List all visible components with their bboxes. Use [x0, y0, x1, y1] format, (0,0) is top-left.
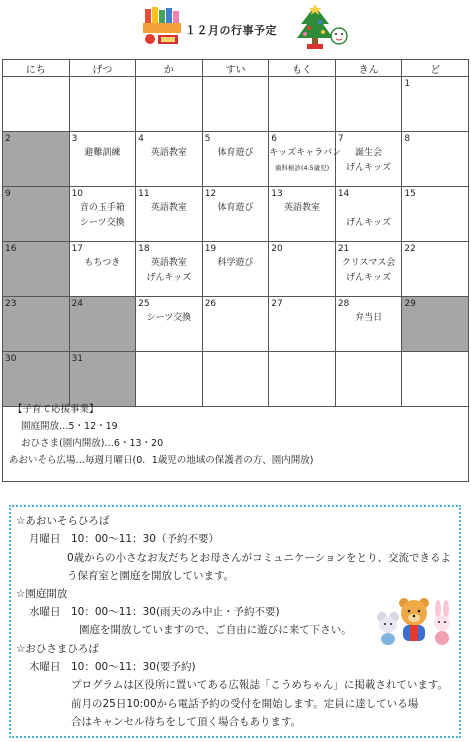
- calendar-day-cell: [136, 132, 203, 187]
- calendar-day-cell: [269, 352, 336, 407]
- calendar-week-row: [3, 77, 469, 132]
- day-number: 19: [204, 244, 217, 254]
- calendar-day-cell: [69, 132, 136, 187]
- weekday-header: すい: [202, 60, 269, 77]
- event-label: 英語教室: [284, 203, 321, 213]
- support-heading: 【子育て応援事業】: [13, 404, 99, 415]
- day-events: [136, 146, 202, 161]
- program-details-box: [9, 505, 461, 738]
- event-label: げんキッズ: [146, 273, 192, 283]
- weekday-header: か: [136, 60, 203, 77]
- calendar-day-cell: [69, 352, 136, 407]
- weekday-header: げつ: [69, 60, 136, 77]
- p3-desc-2: 前月の25日10:00から電話予約の受付を開始します。定員に達している場: [71, 698, 419, 710]
- event-label: もちつき: [84, 258, 121, 268]
- event-label: げんキッズ: [346, 273, 391, 283]
- day-events: [70, 146, 136, 161]
- calendar-day-cell: [335, 352, 402, 407]
- p3-desc-1: プログラムは区役所に置いてある広報誌「こうめちゃん」に掲載されています。: [71, 679, 449, 691]
- event-label: 体育遊び: [217, 148, 254, 158]
- event-label: シーツ交換: [146, 313, 192, 323]
- day-number: 3: [71, 134, 78, 144]
- calendar-day-cell: [402, 77, 469, 132]
- day-events: [136, 201, 202, 216]
- calendar-day-cell: [402, 352, 469, 407]
- day-events: [269, 146, 342, 176]
- day-number: 7: [337, 134, 344, 144]
- event-label: クリスマス会: [341, 258, 396, 268]
- day-events: [70, 256, 136, 271]
- event-label: シーツ交換: [80, 218, 125, 228]
- day-number: 10: [71, 189, 84, 199]
- event-label: 英語教室: [150, 258, 187, 268]
- calendar-day-cell: [402, 187, 469, 242]
- day-events: [203, 256, 269, 271]
- calendar-week-row: [3, 242, 469, 297]
- day-events: [203, 146, 269, 161]
- calendar-day-cell: [3, 187, 70, 242]
- day-number: 2: [5, 134, 11, 144]
- animal-friends-icon: [372, 595, 456, 647]
- day-number: 31: [71, 354, 84, 364]
- support-aoisora: あおいそら広場…毎週月曜日(0．1歳児の地域の保護者の方、園内開放): [9, 455, 314, 466]
- event-label: 歯科検診(4.5歳児): [274, 164, 330, 172]
- day-number: 14: [337, 189, 350, 199]
- day-events: [336, 311, 402, 326]
- day-number: 22: [404, 244, 416, 254]
- day-number: 6: [271, 134, 277, 144]
- day-number: 8: [404, 134, 411, 144]
- calendar-day-cell: [136, 352, 203, 407]
- calendar-day-cell: [202, 242, 269, 297]
- calendar-day-cell: [269, 187, 336, 242]
- crayon-box-icon: [142, 6, 182, 46]
- calendar-day-cell: [269, 132, 342, 187]
- calendar-day-cell: [335, 77, 402, 132]
- calendar-week-row: [3, 352, 469, 407]
- calendar-day-cell: [202, 352, 269, 407]
- support-garden: 園庭開放…5・12・19: [21, 421, 118, 432]
- calendar-day-cell: [136, 77, 203, 132]
- calendar-day-cell: [402, 132, 469, 187]
- weekday-header: にち: [3, 60, 70, 77]
- calendar-day-cell: [335, 132, 402, 187]
- calendar-day-cell: [335, 187, 402, 242]
- p2-time: 水曜日 10：00～11：30(雨天のみ中止・予約不要): [29, 606, 280, 618]
- calendar-day-cell: [69, 187, 136, 242]
- calendar-day-cell: [136, 187, 203, 242]
- day-number: 21: [337, 244, 350, 254]
- day-number: 26: [204, 299, 217, 309]
- day-number: 12: [204, 189, 217, 199]
- p1-time: 月曜日 10：00～11：30（予約不要）: [29, 533, 219, 545]
- calendar-week-row: [3, 297, 469, 352]
- day-number: 29: [404, 299, 416, 309]
- calendar-day-cell: [3, 77, 70, 132]
- calendar-day-cell: [269, 77, 336, 132]
- page-header: [0, 0, 471, 58]
- calendar-day-cell: [269, 297, 336, 352]
- calendar-day-cell: [69, 77, 136, 132]
- p1-desc-2: う保育室と園庭を開放しています。: [67, 570, 235, 582]
- calendar-day-cell: [202, 187, 269, 242]
- calendar-day-cell: [3, 297, 70, 352]
- calendar-table: [2, 59, 469, 407]
- day-number: 24: [71, 299, 84, 309]
- day-number: 1: [404, 79, 411, 89]
- calendar-week-row: [3, 187, 469, 242]
- day-events: [269, 201, 335, 216]
- day-events: [136, 256, 202, 286]
- calendar-day-cell: [202, 77, 269, 132]
- calendar-day-cell: [3, 242, 70, 297]
- day-events: [336, 201, 402, 231]
- calendar-day-cell: [402, 297, 469, 352]
- calendar-day-cell: [136, 297, 203, 352]
- event-label: 避難訓練: [84, 148, 121, 158]
- day-events: [70, 201, 136, 231]
- day-events: [336, 146, 402, 176]
- event-label: [336, 201, 402, 216]
- calendar-day-cell: [69, 297, 136, 352]
- calendar-day-cell: [269, 242, 336, 297]
- event-label: げんキッズ: [346, 218, 391, 228]
- calendar-day-cell: [335, 242, 402, 297]
- day-number: 23: [5, 299, 17, 309]
- calendar-day-cell: [402, 242, 469, 297]
- day-number: 30: [5, 354, 17, 364]
- day-number: 20: [271, 244, 283, 254]
- day-number: 11: [138, 189, 150, 199]
- calendar-day-cell: [3, 132, 70, 187]
- day-number: 27: [271, 299, 283, 309]
- event-label: 弁当日: [355, 313, 383, 323]
- day-number: 13: [271, 189, 283, 199]
- p3-title: ☆おひさまひろば: [16, 643, 99, 655]
- p1-title: ☆あおいそらひろば: [16, 515, 110, 527]
- event-label: 英語教室: [150, 148, 187, 158]
- calendar-day-cell: [3, 352, 70, 407]
- calendar-week-row: [3, 132, 469, 187]
- day-number: 25: [138, 299, 150, 309]
- day-number: 28: [337, 299, 350, 309]
- event-label: 科学遊び: [217, 258, 254, 268]
- day-events: [336, 256, 402, 286]
- day-number: 4: [138, 134, 144, 144]
- weekday-header: もく: [269, 60, 336, 77]
- p1-desc-1: 0歳からの小さなお友だちとお母さんがコミュニケーションをとり、交流できるよ: [67, 552, 452, 564]
- support-ohisama: おひさま(園内開放)…6・13・20: [21, 438, 164, 449]
- weekday-header: ど: [402, 60, 469, 77]
- event-label: げんキッズ: [346, 163, 391, 173]
- support-info: [2, 401, 469, 482]
- event-label: 誕生会: [355, 148, 383, 158]
- christmas-tree-icon: [295, 4, 350, 50]
- calendar-day-cell: [202, 297, 269, 352]
- day-events: [203, 201, 269, 216]
- day-number: 17: [71, 244, 84, 254]
- day-number: 15: [404, 189, 416, 199]
- p3-desc-3: 合はキャンセル待ちをして頂く場合もあります。: [71, 716, 302, 728]
- page-title: １２月の行事予定: [185, 24, 277, 37]
- calendar-header-row: [3, 60, 469, 77]
- p2-desc: 園庭を開放していますので、ご自由に遊びに来て下さい。: [79, 624, 352, 636]
- event-label: キッズキャラバン: [269, 148, 342, 158]
- event-label: 音の玉手箱: [79, 203, 125, 213]
- calendar-day-cell: [335, 297, 402, 352]
- calendar-day-cell: [202, 132, 269, 187]
- calendar-day-cell: [69, 242, 136, 297]
- p3-time: 木曜日 10：00～11：30(要予約): [29, 661, 196, 673]
- p2-title: ☆園庭開放: [16, 588, 68, 600]
- day-number: 16: [5, 244, 17, 254]
- day-number: 5: [204, 134, 211, 144]
- event-label: 英語教室: [150, 203, 187, 213]
- day-number: 18: [138, 244, 150, 254]
- event-label: 体育遊び: [217, 203, 254, 213]
- weekday-header: きん: [335, 60, 402, 77]
- day-number: 9: [5, 189, 11, 199]
- day-events: [136, 311, 202, 326]
- calendar-day-cell: [136, 242, 203, 297]
